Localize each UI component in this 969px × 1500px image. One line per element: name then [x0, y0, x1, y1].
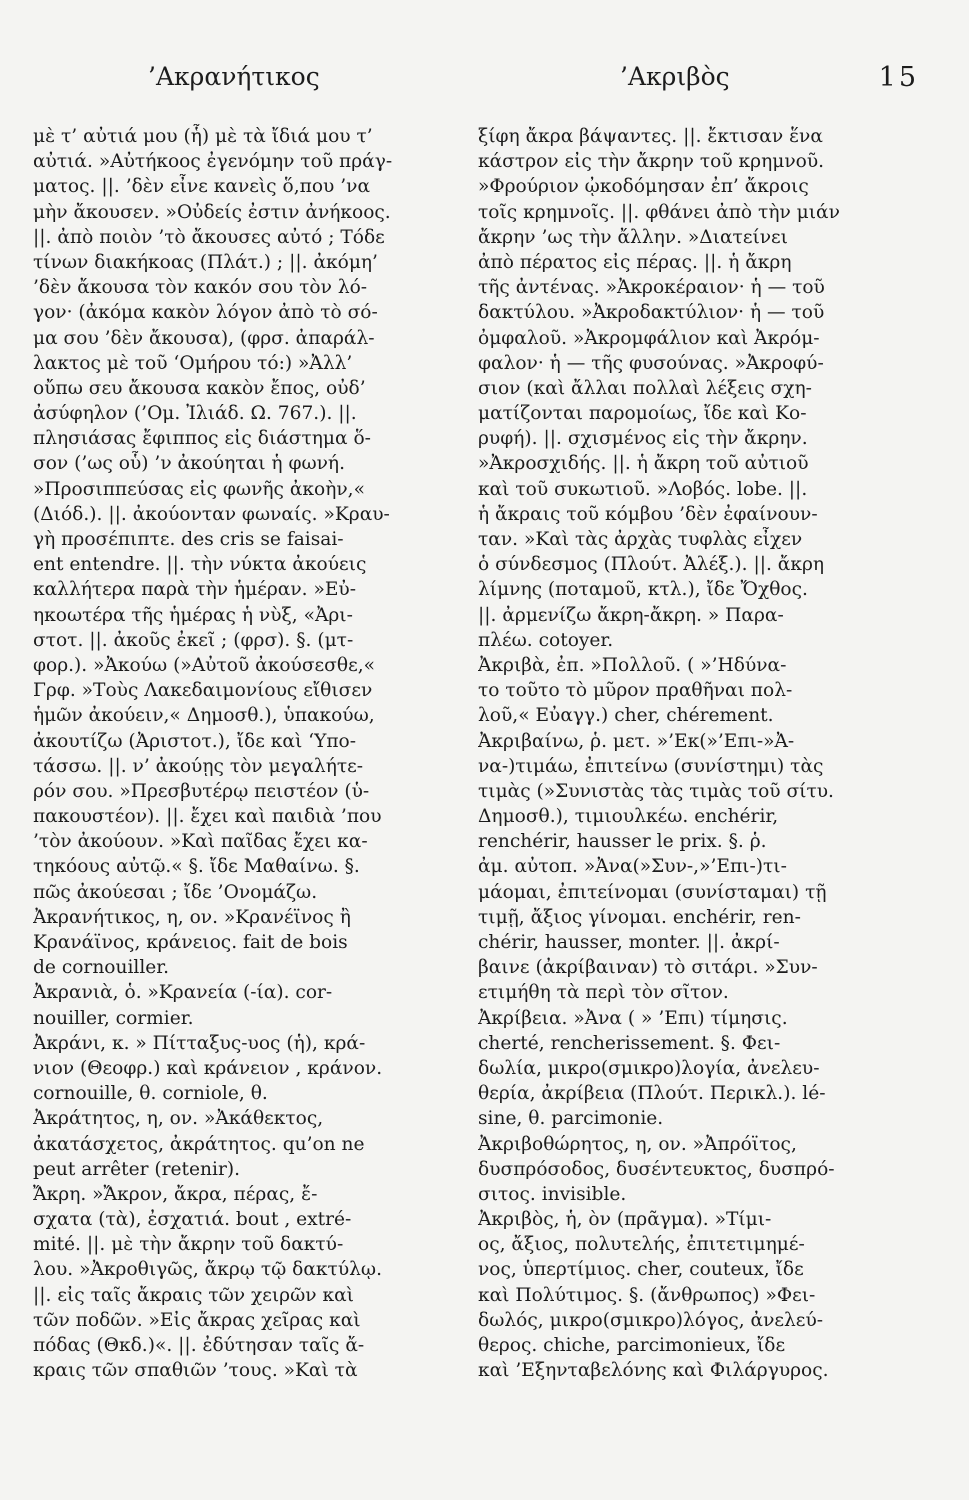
right-column-line: ἀπὸ πέρατος εἰς πέρας. ||. ἡ ἄκρη: [478, 251, 792, 273]
left-column-line: Ἀκρανιὰ, ὁ. »Κρανεία (-ία). cor-: [33, 982, 333, 1004]
left-column-line: »Προσιππεύσας εἰς φωνῆς ἀκοὴν,«: [33, 478, 365, 500]
right-column-line: τιμῇ, ἄξιος γίνομαι. enchérir, ren-: [478, 906, 801, 928]
left-column-line: σχατα (τὰ), ἐσχατιά. bout , extré-: [33, 1209, 352, 1231]
left-column-line: ματος. ||. ’δὲν εἶνε κανεὶς ὅ,που ’να: [33, 176, 371, 198]
left-column-line: de cornouiller.: [33, 957, 170, 979]
right-column-line: δωλός, μικρο(σμικρο)λόγος, ἀνελεύ-: [478, 1309, 824, 1331]
left-column-line: ἀκουτίζω (Ἀριστοτ.), ἴδε καὶ ‘Υπο-: [33, 730, 357, 752]
right-column-line: Δημοσθ.), τιμιουλκέω. enchérir,: [478, 806, 779, 828]
right-column-line: ||. ἀρμενίζω ἄκρη-ἄκρη. » Παρα-: [478, 604, 784, 626]
right-column-line: καὶ ’Εξηνταβελόνης καὶ Φιλάργυρος.: [478, 1360, 829, 1382]
left-column-line: πόδας (Θκδ.)«. ||. ἐδύτησαν ταῖς ἄ-: [33, 1335, 365, 1356]
left-column-line: ηκοωτέρα τῆς ἡμέρας ἡ νὺξ, «Ἀρι-: [33, 604, 353, 626]
left-column-line: κραις τῶν σπαθιῶν ’τους. »Καὶ τὰ: [33, 1360, 358, 1382]
page-number: 15: [878, 62, 919, 93]
left-column-line: Κρανάϊνος, κράνειος. fait de bois: [33, 932, 348, 953]
left-column-line: ’δὲν ἄκουσα τὸν κακόν σου τὸν λό-: [33, 277, 368, 299]
right-column-line: ος, ἄξιος, πολυτελής, ἐπιτετιμημέ-: [478, 1234, 805, 1256]
right-column-line: σιτος. invisible.: [478, 1183, 627, 1205]
right-column-line: δακτύλου. »Ἀκροδακτύλιον· ἡ — τοῦ: [478, 302, 825, 324]
right-column-line: renchérir, hausser le prix. §. ῥ.: [478, 831, 767, 853]
left-column-line: φορ.). »Ἀκούω (»Αὐτοῦ ἀκούσεσθε,«: [33, 654, 375, 676]
left-column-line: πακουστέον). ||. ἔχει καὶ παιδιὰ ’που: [33, 806, 382, 828]
right-column-line: Ἀκρίβεια. »Ἀνα ( » ’Επι) τίμησις.: [478, 1007, 788, 1029]
right-column-line: φαλον· ἡ — τῆς φυσούνας. »Ἀκροφύ-: [478, 352, 824, 374]
left-column-line: σον (’ως οὗ) ’ν ἀκούηται ἡ φωνή.: [33, 453, 345, 475]
left-column-line: ’τὸν ἀκούουν. »Καὶ παῖδας ἔχει κα-: [33, 831, 368, 853]
right-column-line: θερία, ἀκρίβεια (Πλούτ. Περικλ.). lé-: [478, 1083, 826, 1105]
right-running-head: ’Ακριβὸς: [620, 62, 730, 91]
left-column-line: τῶν ποδῶν. »Εἰς ἄκρας χεῖρας καὶ: [33, 1309, 361, 1331]
right-column-line: chérir, hausser, monter. ||. ἀκρί-: [478, 932, 780, 953]
right-column-line: Ἀκριβὰ, ἐπ. »Πολλοῦ. ( »’Ηδύνα-: [478, 654, 787, 676]
left-column-line: Ἄκρη. »Ἄκρον, ἄκρα, πέρας, ἔ-: [33, 1183, 318, 1205]
right-column-line: βαινε (ἀκρίβαιναν) τὸ σιτάρι. »Συν-: [478, 957, 818, 979]
right-column-line: μάομαι, ἐπιτείνομαι (συνίσταμαι) τῇ: [478, 881, 827, 903]
left-column-line: Γρφ. »Τοὺς Λακεδαιμονίους εἴθισεν: [33, 680, 373, 702]
right-column-line: τῆς ἀντένας. »Ἀκροκέραιον· ἡ — τοῦ: [478, 277, 825, 299]
left-column-line: γον· (ἀκόμα κακὸν λόγον ἀπὸ τὸ σό-: [33, 302, 378, 324]
left-column-line: γὴ προσέπιπτε. des cris se faisai-: [33, 529, 344, 550]
right-column-line: »Ἀκροσχιδής. ||. ἡ ἄκρη τοῦ αὐτιοῦ: [478, 453, 809, 475]
right-column-line: ταν. »Καὶ τὰς ἀρχὰς τυφλὰς εἶχεν: [478, 529, 803, 550]
left-column-line: peut arrêter (retenir).: [33, 1158, 241, 1180]
left-column-line: μὲ τ’ αὐτιά μου (ἧ) μὲ τὰ ἴδιά μου τ’: [33, 126, 373, 147]
left-column-line: Ἀκράτητος, η, ον. »Ἀκάθεκτος,: [33, 1108, 324, 1130]
left-column-line: τηκόους αὐτῷ.« §. ἴδε Μαθαίνω. §.: [33, 856, 360, 878]
right-column-line: να-)τιμάω, ἐπιτείνω (συνίστημι) τὰς: [478, 755, 824, 777]
right-column-line: τοῖς κρημνοῖς. ||. φθάνει ἀπὸ τὴν μιάν: [478, 201, 840, 223]
right-column-line: νος, ὑπερτίμιος. cher, couteux, ἴδε: [478, 1259, 804, 1281]
left-column-line: οὔπω σευ ἄκουσα κακὸν ἔπος, οὐδ’: [33, 377, 366, 399]
left-column-line: πῶς ἀκούεσαι ; ἴδε ’Ονομάζω.: [33, 881, 318, 903]
left-column-line: (Διόδ.). ||. ἀκούονταν φωναίς. »Κραυ-: [33, 503, 390, 525]
right-column-line: cherté, rencherissement. §. Φει-: [478, 1032, 781, 1054]
right-column-line: καὶ Πολύτιμος. §. (ἄνθρωπος) »Φει-: [478, 1284, 816, 1306]
left-running-head: ’Ακρανήτικος: [148, 62, 320, 91]
right-column-line: το τοῦτο τὸ μῦρον πραθῆναι πολ-: [478, 680, 793, 702]
right-column-line: ετιμήθη τὰ περὶ τὸν σῖτον.: [478, 982, 729, 1004]
left-column-line: ρόν σου. »Πρεσβυτέρῳ πειστέον (ὑ-: [33, 780, 370, 802]
right-column-line: λίμνης (ποταμοῦ, κτλ.), ἴδε Ὄχθος.: [478, 579, 808, 601]
right-column-line: ρυφή). ||. σχισμένος εἰς τὴν ἄκρην.: [478, 428, 808, 450]
right-column-line: ἀμ. αὐτοπ. »Ἀνα(»Συν-,»’Επι-)τι-: [478, 856, 787, 878]
left-column: [33, 124, 463, 1383]
left-column-line: Ἀκράνι, κ. » Πίτταξυς-υος (ἡ), κρά-: [33, 1032, 366, 1054]
left-column-line: μὴν ἄκουσεν. »Οὐδείς ἐστιν ἀνήκοος.: [33, 201, 391, 223]
left-column-line: τάσσω. ||. ν’ ἀκούῃς τὸν μεγαλήτε-: [33, 755, 364, 777]
right-column-line: ὁ σύνδεσμος (Πλούτ. Ἀλέξ.). ||. ἄκρη: [478, 554, 825, 576]
left-column-line: καλλήτερα παρὰ τὴν ἡμέραν. »Εὐ-: [33, 579, 357, 601]
right-column-line: sine, θ. parcimonie.: [478, 1108, 664, 1130]
left-column-line: τίνων διακήκοας (Πλάτ.) ; ||. ἀκόμη’: [33, 251, 378, 273]
right-column-line: καὶ τοῦ συκωτιοῦ. »Λοβός. lobe. ||.: [478, 478, 808, 500]
left-column-line: αὐτιά. »Αὐτήκοος ἐγενόμην τοῦ πράγ-: [33, 151, 393, 173]
right-column-line: δυσπρόσοδος, δυσέντευκτος, δυσπρό-: [478, 1158, 835, 1180]
right-column-line: ἄκρην ’ως τὴν ἄλλην. »Διατείνει: [478, 226, 788, 248]
right-column-line: ἡ ἄκραις τοῦ κόμβου ’δὲν ἐφαίνουν-: [478, 503, 818, 525]
left-column-line: mité. ||. μὲ τὴν ἄκρην τοῦ δακτύ-: [33, 1234, 344, 1256]
right-column-line: λοῦ,« Εὐαγγ.) cher, chérement.: [478, 705, 774, 727]
left-column-line: λακτος μὲ τοῦ ‘Ομήρου τό:) »Ἀλλ’: [33, 352, 353, 374]
page-header: [30, 62, 939, 102]
left-column-line: Ἀκρανήτικος, η, ον. »Κρανέϊνος ἢ: [33, 906, 351, 928]
right-column-line: πλέω. cotoyer.: [478, 629, 614, 651]
left-column-line: ||. ἀπὸ ποιὸν ’τὸ ἄκουσες αὐτό ; Τόδε: [33, 226, 385, 248]
right-column-line: δωλία, μικρο(σμικρο)λογία, ἀνελευ-: [478, 1057, 820, 1079]
right-column-line: Ἀκριβαίνω, ῥ. μετ. »’Εκ(»’Επι-»Ἀ-: [478, 730, 795, 752]
right-column-line: θερος. chiche, parcimonieux, ἴδε: [478, 1335, 786, 1356]
left-column-line: ἀσύφηλον (’Ομ. Ἰλιάδ. Ω. 767.). ||.: [33, 403, 357, 425]
left-column-line: λου. »Ἀκροθιγῶς, ἄκρῳ τῷ δακτύλῳ.: [33, 1259, 383, 1281]
right-column-line: σιον (καὶ ἄλλαι πολλαὶ λέξεις σχη-: [478, 377, 812, 399]
right-column-line: Ἀκριβοθώρητος, η, ον. »Ἀπρόϊτος,: [478, 1133, 797, 1155]
left-column-line: ἀκατάσχετος, ἀκράτητος. qu’on ne: [33, 1133, 365, 1155]
right-column-line: ξίφη ἄκρα βάψαντες. ||. ἔκτισαν ἕνα: [478, 126, 823, 147]
right-column-line: κάστρον εἰς τὴν ἄκρην τοῦ κρημνοῦ.: [478, 151, 825, 173]
left-column-line: μα σου ’δὲν ἄκουσα), (φρσ. ἀπαράλ-: [33, 327, 375, 349]
right-column-line: ὀμφαλοῦ. »Ἀκρομφάλιον καὶ Ἀκρόμ-: [478, 327, 820, 349]
left-column-line: πλησιάσας ἔφιππος εἰς διάστημα ὅ-: [33, 428, 371, 450]
left-column-line: νιον (Θεοφρ.) καὶ κράνειον , κράνον.: [33, 1057, 383, 1079]
left-column-line: nouiller, cormier.: [33, 1007, 194, 1029]
right-column: [478, 124, 908, 1383]
left-column-line: ἡμῶν ἀκούειν,« Δημοσθ.), ὑπακούω,: [33, 705, 375, 727]
right-column-line: ματίζονται παρομοίως, ἴδε καὶ Κο-: [478, 403, 807, 425]
left-column-line: ent entendre. ||. τὴν νύκτα ἀκούεις: [33, 554, 367, 576]
right-column-line: τιμὰς (»Συνιστὰς τὰς τιμὰς τοῦ σίτυ.: [478, 780, 834, 802]
right-column-line: »Φρούριον ᾠκοδόμησαν ἐπ’ ἄκροις: [478, 176, 809, 198]
left-column-line: ||. εἰς ταῖς ἄκραις τῶν χειρῶν καὶ: [33, 1284, 354, 1306]
right-column-line: Ἀκριβὸς, ἡ, ὸν (πρᾶγμα). »Τίμι-: [478, 1209, 772, 1231]
left-column-line: cornouille, θ. corniole, θ.: [33, 1083, 268, 1105]
left-column-line: στοτ. ||. ἀκοῦς ἐκεῖ ; (φρσ). §. (μτ-: [33, 629, 354, 651]
